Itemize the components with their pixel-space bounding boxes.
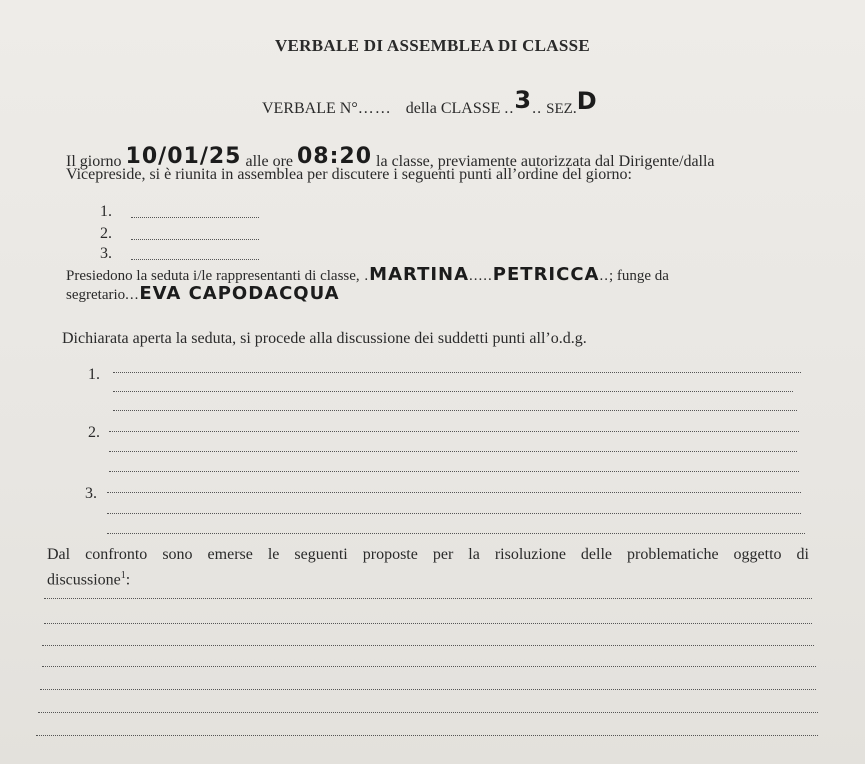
proposal-line-6 — [38, 712, 818, 713]
agenda-item-2-number: 2. — [100, 225, 112, 242]
proposals-line2 — [47, 570, 130, 589]
sez-handwritten-value: D — [576, 87, 598, 115]
discussion-point-1-number: 1. — [88, 366, 100, 383]
intro-line2: Vicepreside, si è riunita in assemblea per discutere i seguenti punti all’ordine del giorno: — [66, 166, 632, 183]
verbale-number-line: VERBALE N°…… della CLASSE ..3.. SEZ.D — [262, 86, 598, 117]
agenda-item-3-number: 3. — [100, 245, 112, 262]
discussion-point-2-line-c — [109, 471, 799, 472]
presidency-tail: ; funge da — [608, 268, 669, 284]
giorno-label: Il giorno — [66, 153, 122, 170]
discussion-point-1-line-b — [113, 391, 793, 392]
presidency-line: Presiedono la seduta i/le rappresentanti di classe, .MARTINA.....PETRICCA..; funge da — [66, 264, 669, 285]
secretary-line: segretario...EVA CAPODACQUA — [66, 283, 340, 304]
proposal-line-7 — [36, 735, 818, 736]
discussion-point-2-line-b — [109, 451, 797, 452]
representative-1-handwritten: MARTINA — [369, 264, 470, 285]
proposals-line1: Dal confronto sono emerse le seguenti proposte per la risoluzione delle problematiche oggetto di — [47, 546, 809, 563]
document-title: VERBALE DI ASSEMBLEA DI CLASSE — [274, 36, 591, 55]
agenda-item-1-line — [131, 217, 259, 218]
agenda-item-3-line — [131, 259, 259, 260]
intro-line1-rest: la classe, previamente autorizzata dal Dirigente/dalla — [376, 153, 715, 170]
discussion-opening: Dichiarata aperta la seduta, si procede alla discussione dei suddetti punti all’o.d.g. — [62, 330, 587, 347]
presidency-lead: Presiedono la seduta i/le rappresentanti di classe, — [66, 268, 360, 284]
agenda-item-2-line — [131, 239, 259, 240]
representative-2-handwritten: PETRICCA — [492, 264, 600, 285]
discussion-point-3-line-b — [107, 513, 801, 514]
discussion-point-1-line-c — [113, 410, 797, 411]
discussion-point-2-line-a — [109, 431, 799, 432]
discussion-point-3-line-a — [107, 492, 801, 493]
sez-label: SEZ — [546, 101, 573, 117]
discussion-point-2-number: 2. — [88, 424, 100, 441]
proposal-line-5 — [40, 689, 816, 690]
secretary-handwritten: EVA CAPODACQUA — [139, 283, 340, 304]
discussion-point-3-number: 3. — [85, 485, 97, 502]
verbale-label: VERBALE N° — [262, 100, 358, 117]
proposal-line-3 — [42, 645, 814, 646]
discussion-point-1-line-a — [113, 372, 801, 373]
secretary-label: segretario — [66, 287, 126, 303]
proposal-line-4 — [42, 666, 816, 667]
date-handwritten-value: 10/01/25 — [125, 144, 242, 169]
verbale-number-blank: …… — [357, 100, 392, 117]
discussion-point-3-line-c — [107, 533, 805, 534]
alle-ore-label: alle ore — [245, 153, 293, 170]
agenda-item-1-number: 1. — [100, 203, 112, 220]
footnote-marker: 1 — [120, 570, 126, 581]
classe-handwritten-value: 3 — [514, 86, 533, 114]
classe-label: della CLASSE — [405, 100, 501, 117]
proposal-line-2 — [44, 623, 812, 624]
time-handwritten-value: 08:20 — [297, 144, 373, 169]
discussione-word: discussione — [47, 571, 121, 589]
proposal-line-1 — [44, 598, 812, 599]
proposals-colon: : — [125, 571, 131, 589]
